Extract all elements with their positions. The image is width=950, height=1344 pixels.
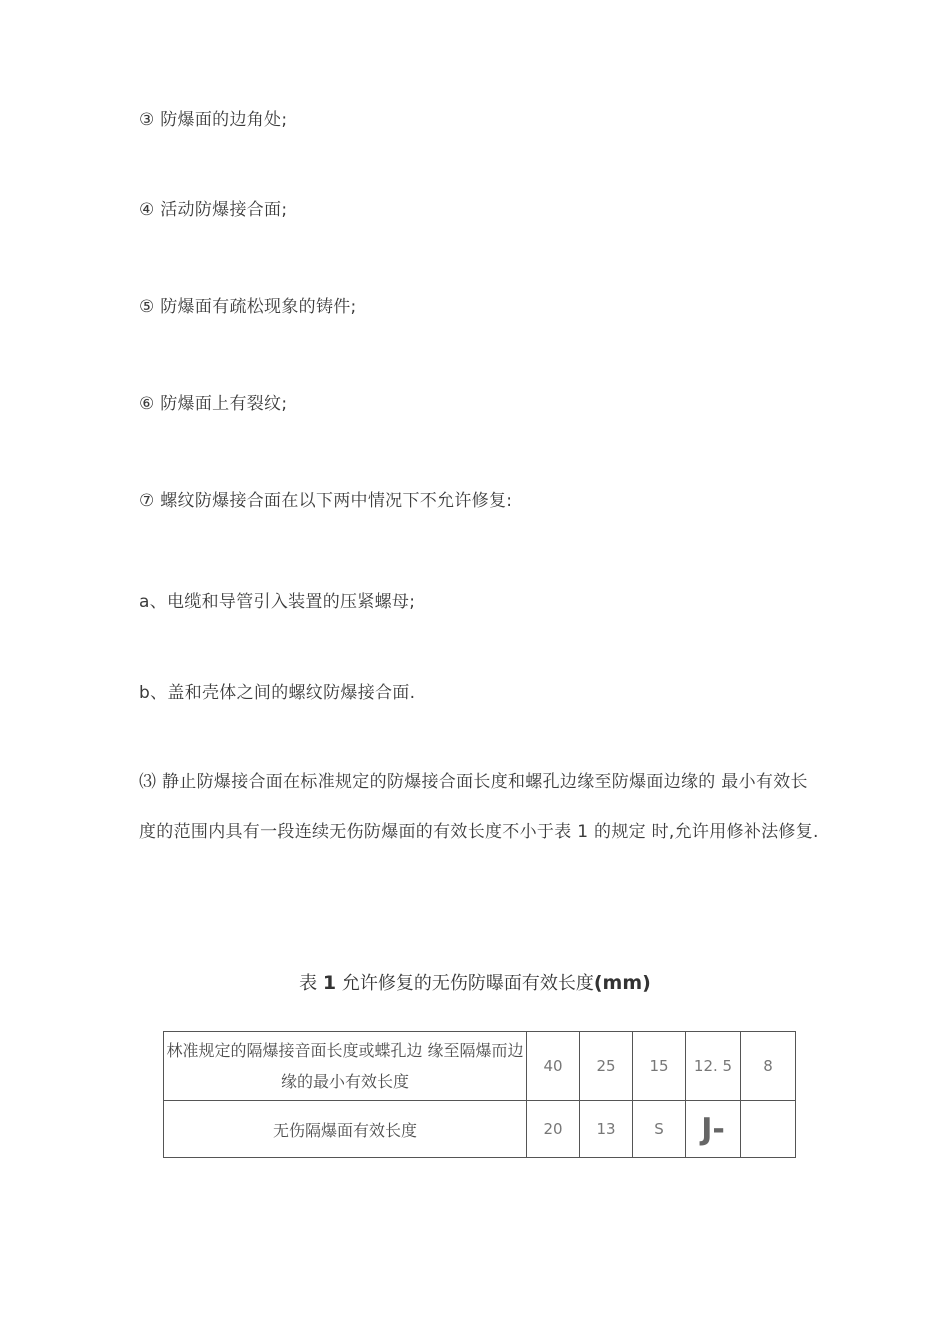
row1-label: 林准规定的隔爆接音面长度或蝶孔边 缘至隔爆而边缘的最小有效长度 — [164, 1032, 527, 1101]
row2-value: J- — [686, 1101, 741, 1158]
row2-label: 无伤隔爆面有效长度 — [164, 1101, 527, 1158]
row2-value: 13 — [580, 1101, 633, 1158]
list-item-7: ⑦ 螺纹防爆接合面在以下两中情况下不允许修复: — [139, 491, 513, 511]
sub-item-b: b、盖和壳体之间的螺纹防爆接合面. — [139, 683, 416, 703]
caption-text: 允许修复的无伤防曝面有效长度 — [341, 973, 594, 994]
table-caption — [0, 970, 950, 997]
list-item-3: ③ 防爆面的边角处; — [139, 110, 288, 130]
row2-value — [741, 1101, 796, 1158]
list-item-6: ⑥ 防爆面上有裂纹; — [139, 394, 288, 414]
caption-number: 1 — [322, 972, 337, 994]
table-row — [164, 1032, 796, 1101]
row2-value: 20 — [527, 1101, 580, 1158]
list-item-5: ⑤ 防爆面有疏松现象的铸件; — [139, 297, 357, 317]
caption-unit: (mm) — [593, 972, 651, 994]
row2-value: S — [633, 1101, 686, 1158]
row1-value: 8 — [741, 1032, 796, 1101]
row1-value: 25 — [580, 1032, 633, 1101]
row1-value: 12. 5 — [686, 1032, 741, 1101]
sub-item-a: a、电缆和导管引入装置的压紧螺母; — [139, 592, 416, 612]
table-row — [164, 1101, 796, 1158]
list-item-4: ④ 活动防爆接合面; — [139, 200, 288, 220]
row1-value: 40 — [527, 1032, 580, 1101]
row1-value: 15 — [633, 1032, 686, 1101]
effective-length-table — [163, 1031, 796, 1158]
repair-paragraph: ⑶ 静止防爆接合面在标准规定的防爆接合面长度和螺孔边缘至防爆面边缘的 最小有效长度的范围内具有一段连续无伤防爆面的有效长度不小于表 1 的规定 时,允许用修补法修复. — [139, 772, 819, 842]
caption-prefix: 表 — [299, 973, 318, 994]
